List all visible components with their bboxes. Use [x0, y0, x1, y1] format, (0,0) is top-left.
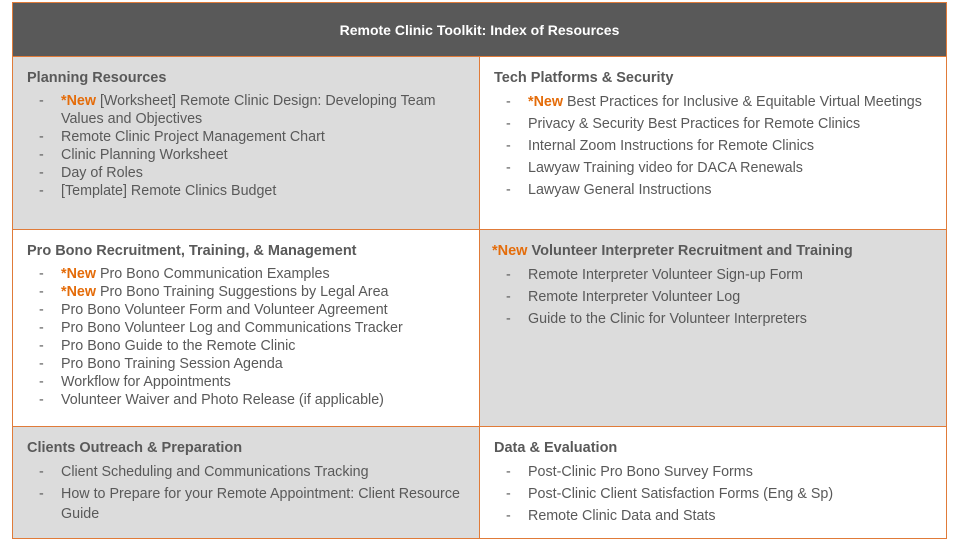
resource-link[interactable]: [506, 158, 932, 178]
resource-link[interactable]: [39, 484, 465, 524]
section-title: [492, 242, 932, 260]
resource-link[interactable]: [506, 506, 932, 526]
section-title: Clients Outreach & Preparation: [27, 440, 243, 456]
resource-label: Remote Interpreter Volunteer Sign-up Form: [528, 267, 803, 283]
resource-list: [27, 92, 465, 200]
resource-label: Day of Roles: [61, 165, 143, 181]
section-probono: [13, 230, 480, 427]
resource-link[interactable]: [39, 391, 465, 409]
resource-list: [494, 462, 932, 526]
resource-link[interactable]: [506, 287, 932, 307]
resource-label: Remote Clinic Data and Stats: [528, 508, 716, 524]
resource-label: Pro Bono Communication Examples: [99, 266, 330, 282]
resource-label: Client Scheduling and Communications Tracking: [61, 464, 369, 480]
resource-label: Best Practices for Inclusive & Equitable Virtual Meetings: [566, 94, 922, 110]
resource-list: [27, 265, 465, 409]
resource-list: [27, 462, 465, 524]
new-badge: *New: [61, 93, 96, 109]
resource-label: How to Prepare for your Remote Appointment: Client Resource Guide: [61, 486, 460, 522]
resource-list: [494, 265, 932, 329]
resource-label: Pro Bono Volunteer Form and Volunteer Agreement: [61, 302, 388, 318]
resource-link[interactable]: [39, 265, 465, 283]
resource-link[interactable]: [506, 265, 932, 285]
resource-label: Post-Clinic Client Satisfaction Forms (Eng & Sp): [528, 486, 834, 502]
resource-link[interactable]: [506, 92, 932, 112]
resource-link[interactable]: [506, 462, 932, 482]
resource-link[interactable]: [39, 355, 465, 373]
resource-link[interactable]: [39, 128, 465, 146]
resource-label: Workflow for Appointments: [61, 374, 231, 390]
resource-link[interactable]: [39, 319, 465, 337]
resource-label: Guide to the Clinic for Volunteer Interpreters: [528, 311, 807, 327]
section-title-text: Volunteer Interpreter Recruitment and Training: [531, 243, 853, 259]
resource-link[interactable]: [39, 283, 465, 301]
page-title: Remote Clinic Toolkit: Index of Resources: [339, 21, 620, 38]
resource-link[interactable]: [39, 373, 465, 391]
resource-label: Volunteer Waiver and Photo Release (if applicable): [61, 392, 384, 408]
resource-link[interactable]: [39, 146, 465, 164]
resource-label: [Worksheet] Remote Clinic Design: Developing Team Values and Objectives: [61, 93, 436, 127]
resource-link[interactable]: [39, 164, 465, 182]
section-clients: [13, 427, 480, 539]
resource-label: Pro Bono Training Session Agenda: [61, 356, 283, 372]
resource-link[interactable]: [39, 337, 465, 355]
resource-link[interactable]: [506, 114, 932, 134]
resource-label: Remote Clinic Project Management Chart: [61, 129, 325, 145]
resource-label: Privacy & Security Best Practices for Remote Clinics: [528, 116, 861, 132]
section-title: Data & Evaluation: [494, 440, 618, 456]
resource-link[interactable]: [39, 462, 465, 482]
resource-list: [494, 92, 932, 200]
resource-link[interactable]: [39, 182, 465, 200]
section-title: Pro Bono Recruitment, Training, & Management: [27, 243, 357, 259]
resource-label: Pro Bono Volunteer Log and Communications Tracker: [61, 320, 403, 336]
resource-label: Lawyaw Training video for DACA Renewals: [528, 160, 803, 176]
section-planning: [13, 57, 480, 230]
section-interpreter: [480, 230, 947, 427]
resource-link[interactable]: [39, 92, 465, 128]
resource-label: Pro Bono Training Suggestions by Legal Area: [99, 284, 389, 300]
new-badge: *New: [492, 243, 528, 259]
resource-link[interactable]: [506, 136, 932, 156]
resource-link[interactable]: [506, 484, 932, 504]
resource-label: Remote Interpreter Volunteer Log: [528, 289, 741, 305]
resource-link[interactable]: [39, 301, 465, 319]
new-badge: *New: [61, 266, 96, 282]
new-badge: *New: [528, 94, 563, 110]
section-data: [480, 427, 947, 539]
section-tech: [480, 57, 947, 230]
resource-label: Post-Clinic Pro Bono Survey Forms: [528, 464, 753, 480]
section-title: Planning Resources: [27, 70, 167, 86]
new-badge: *New: [61, 284, 96, 300]
resource-link[interactable]: [506, 180, 932, 200]
resource-label: Lawyaw General Instructions: [528, 182, 712, 198]
resource-link[interactable]: [506, 309, 932, 329]
resource-label: Internal Zoom Instructions for Remote Clinics: [528, 138, 815, 154]
table-header: [13, 3, 947, 57]
section-title: Tech Platforms & Security: [494, 70, 674, 86]
resource-label: [Template] Remote Clinics Budget: [61, 183, 277, 199]
resource-index-table: [12, 2, 947, 539]
resource-label: Clinic Planning Worksheet: [61, 147, 228, 163]
resource-label: Pro Bono Guide to the Remote Clinic: [61, 338, 296, 354]
